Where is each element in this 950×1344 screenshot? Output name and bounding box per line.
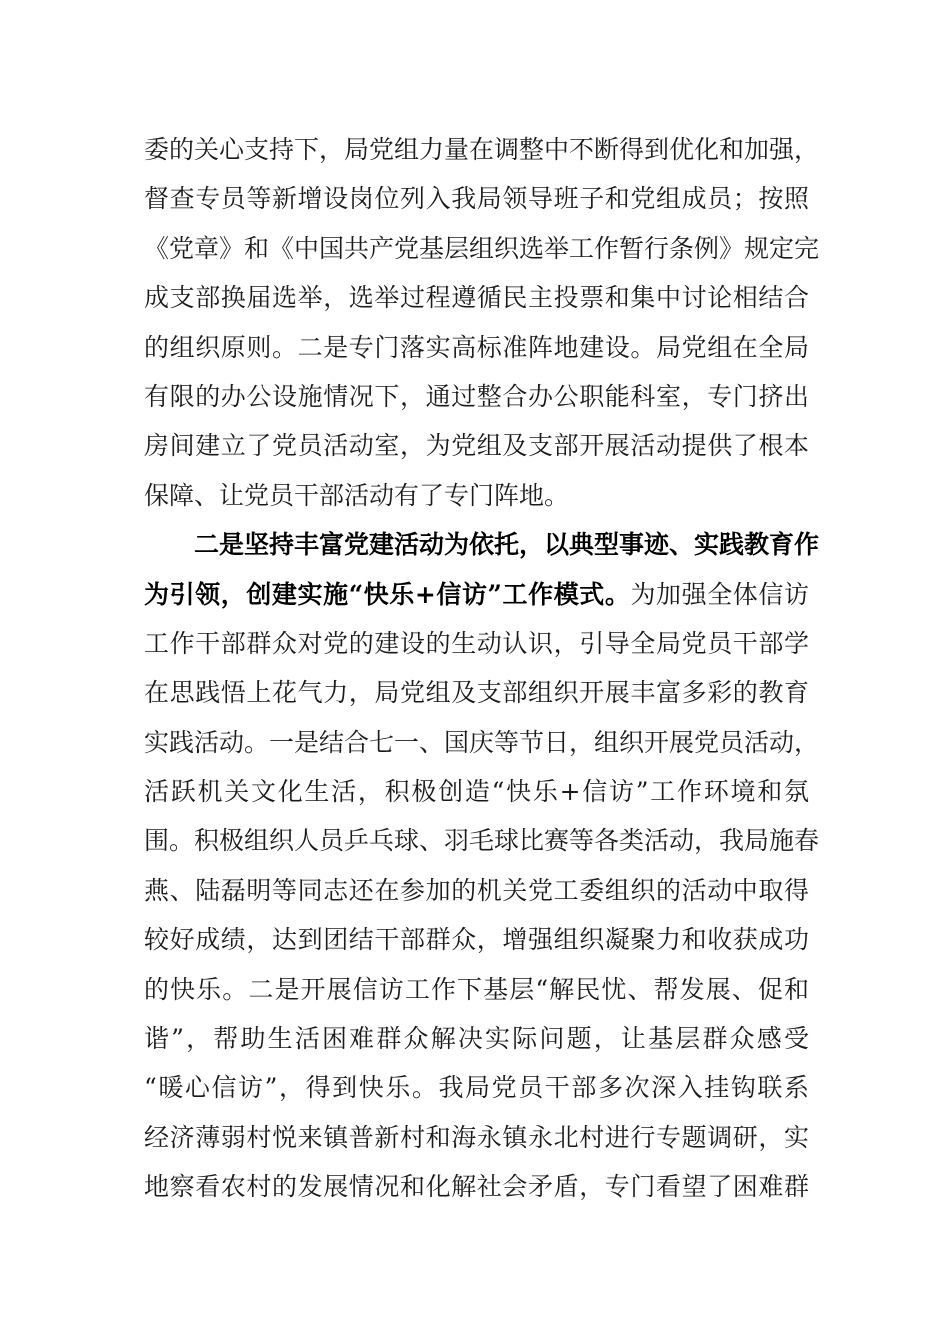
text-line: “暖心信访”，得到快乐。我局党员干部多次深入挂钩联系 [144, 1073, 809, 1103]
text-line: 在思践悟上花气力，局党组及支部组织开展丰富多彩的教育 [144, 678, 809, 708]
text-line: 督查专员等新增设岗位列入我局领导班子和党组成员；按照 [144, 184, 809, 214]
text-line: 地察看农村的发展情况和化解社会矛盾，专门看望了困难群 [144, 1172, 809, 1202]
document-body [144, 125, 820, 1212]
text-line: 谐”，帮助生活困难群众解决实际问题，让基层群众感受 [144, 1024, 809, 1054]
text-line: 保障、让党员干部活动有了专门阵地。 [144, 480, 570, 510]
bold-heading-line: 二是坚持丰富党建活动为依托，以典型事迹、实践教育作 [194, 530, 820, 560]
text-line: 有限的办公设施情况下，通过整合办公职能科室，专门挤出 [144, 381, 809, 411]
text-line: 活跃机关文化生活，积极创造“快乐+信访”工作环境和氛 [144, 777, 809, 807]
text-line: 的组织原则。二是专门落实高标准阵地建设。局党组在全局 [144, 332, 809, 362]
bold-heading-text: 为引领，创建实施“快乐+信访”工作模式。 [144, 579, 631, 609]
body-text: 为加强全体信访 [630, 579, 809, 609]
text-line: 工作干部群众对党的建设的生动认识，引导全局党员干部学 [144, 628, 809, 658]
text-line: 委的关心支持下，局党组力量在调整中不断得到优化和加强， [144, 135, 820, 164]
text-line: 较好成绩，达到团结干部群众，增强组织凝聚力和收获成功 [144, 925, 809, 955]
paragraph-2 [144, 520, 820, 1211]
text-line: 围。积极组织人员乒乓球、羽毛球比赛等各类活动，我局施春 [144, 826, 820, 856]
text-line [144, 570, 809, 619]
text-line: 《党章》和《中国共产党基层组织选举工作暂行条例》规定完 [144, 233, 820, 263]
text-line: 房间建立了党员活动室，为党组及支部开展活动提供了根本 [144, 431, 809, 461]
text-line: 燕、陆磊明等同志还在参加的机关党工委组织的活动中取得 [144, 875, 809, 905]
text-line: 成支部换届选举，选举过程遵循民主投票和集中讨论相结合 [144, 283, 809, 313]
text-line: 经济薄弱村悦来镇普新村和海永镇永北村进行专题调研，实 [144, 1122, 809, 1152]
paragraph-1 [144, 125, 820, 520]
text-line: 实践活动。一是结合七一、国庆等节日，组织开展党员活动， [144, 727, 820, 757]
text-line: 的快乐。二是开展信访工作下基层“解民忧、帮发展、促和 [144, 974, 809, 1004]
